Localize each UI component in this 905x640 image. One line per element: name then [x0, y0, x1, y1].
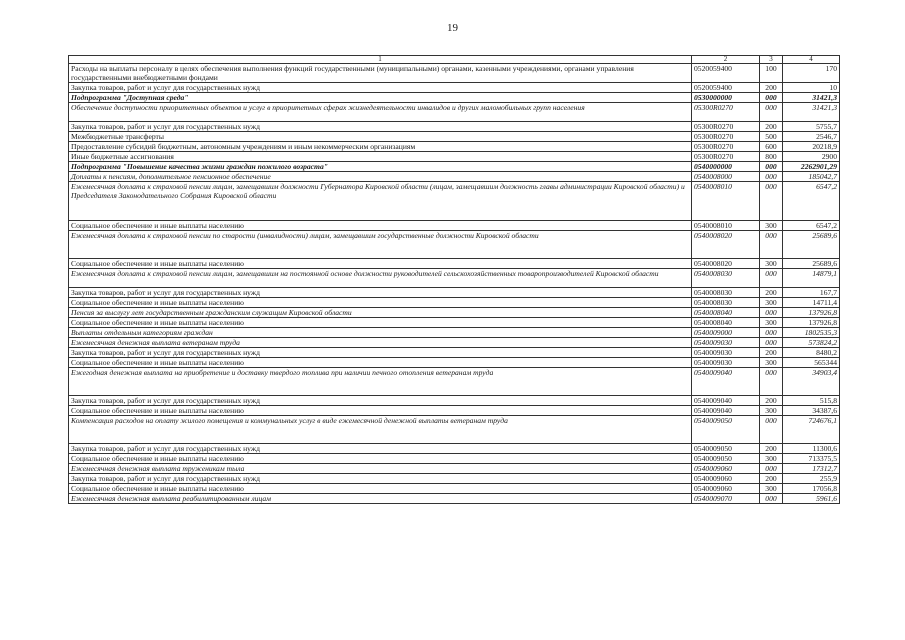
- table-row: [69, 358, 840, 368]
- table-row: [69, 308, 840, 318]
- table-row: [69, 484, 840, 494]
- expense-type-cell: 000: [760, 172, 783, 182]
- expense-name-cell: Подпрограмма "Повышение качества жизни граждан пожилого возраста": [69, 162, 692, 172]
- amount-cell: 170: [783, 64, 840, 83]
- expense-name-cell: Закупка товаров, работ и услуг для государственных нужд: [69, 348, 692, 358]
- column-number-2: 2: [692, 56, 760, 64]
- amount-cell: 724676,1: [783, 416, 840, 444]
- target-code-cell: 0520059400: [692, 83, 760, 93]
- table-row: [69, 474, 840, 484]
- table-row: [69, 83, 840, 93]
- table-row: [69, 288, 840, 298]
- amount-cell: 515,8: [783, 396, 840, 406]
- target-code-cell: 0540000000: [692, 162, 760, 172]
- target-code-cell: 05300R0270: [692, 142, 760, 152]
- target-code-cell: 0540008030: [692, 269, 760, 288]
- amount-cell: 255,9: [783, 474, 840, 484]
- target-code-cell: 05300R0270: [692, 103, 760, 122]
- target-code-cell: 0540009030: [692, 338, 760, 348]
- amount-cell: 34903,4: [783, 368, 840, 396]
- expense-type-cell: 000: [760, 103, 783, 122]
- page-number: 19: [447, 22, 458, 34]
- expense-name-cell: Закупка товаров, работ и услуг для государственных нужд: [69, 444, 692, 454]
- expense-type-cell: 300: [760, 454, 783, 464]
- table-row: [69, 444, 840, 454]
- amount-cell: 17312,7: [783, 464, 840, 474]
- target-code-cell: 0540009070: [692, 494, 760, 504]
- amount-cell: 14711,4: [783, 298, 840, 308]
- expense-name-cell: Социальное обеспечение и иные выплаты населению: [69, 406, 692, 416]
- expense-type-cell: 800: [760, 152, 783, 162]
- expense-name-cell: Социальное обеспечение и иные выплаты населению: [69, 318, 692, 328]
- target-code-cell: 0540009060: [692, 484, 760, 494]
- amount-cell: 713375,5: [783, 454, 840, 464]
- expense-type-cell: 000: [760, 162, 783, 172]
- target-code-cell: 0540009050: [692, 416, 760, 444]
- expense-type-cell: 000: [760, 93, 783, 103]
- target-code-cell: 0540008000: [692, 172, 760, 182]
- expense-type-cell: 300: [760, 318, 783, 328]
- target-code-cell: 05300R0270: [692, 122, 760, 132]
- amount-cell: 6547,2: [783, 182, 840, 221]
- expense-type-cell: 000: [760, 368, 783, 396]
- expense-type-cell: 200: [760, 288, 783, 298]
- expense-name-cell: Закупка товаров, работ и услуг для государственных нужд: [69, 474, 692, 484]
- amount-cell: 573824,2: [783, 338, 840, 348]
- expense-type-cell: 300: [760, 259, 783, 269]
- expense-name-cell: Социальное обеспечение и иные выплаты населению: [69, 298, 692, 308]
- table-row: [69, 269, 840, 288]
- expense-type-cell: 000: [760, 494, 783, 504]
- table-row: [69, 368, 840, 396]
- amount-cell: 2262901,29: [783, 162, 840, 172]
- expense-name-cell: Социальное обеспечение и иные выплаты населению: [69, 484, 692, 494]
- table-row: [69, 142, 840, 152]
- table-row: [69, 338, 840, 348]
- expense-type-cell: 000: [760, 338, 783, 348]
- table-row: [69, 494, 840, 504]
- expense-name-cell: Закупка товаров, работ и услуг для государственных нужд: [69, 122, 692, 132]
- expense-name-cell: Доплаты к пенсиям, дополнительное пенсионное обеспечение: [69, 172, 692, 182]
- expense-name-cell: Социальное обеспечение и иные выплаты населению: [69, 221, 692, 231]
- expense-name-cell: Обеспечение доступности приоритетных объектов и услуг в приоритетных сферах жизнедеятельности инвалидов и других маломобильных групп населения: [69, 103, 692, 122]
- expense-name-cell: Выплаты отдельным категориям граждан: [69, 328, 692, 338]
- expense-type-cell: 000: [760, 328, 783, 338]
- expense-name-cell: Ежемесячная доплата к страховой пенсии лицам, замещавшим на постоянной основе должности руководителей сельскохозяйственных товаропроизводителей Кировской области: [69, 269, 692, 288]
- target-code-cell: 0530000000: [692, 93, 760, 103]
- table-row: [69, 221, 840, 231]
- expense-name-cell: Социальное обеспечение и иные выплаты населению: [69, 358, 692, 368]
- budget-table: [68, 55, 840, 504]
- expense-type-cell: 000: [760, 464, 783, 474]
- amount-cell: 1802535,3: [783, 328, 840, 338]
- table-row: [69, 406, 840, 416]
- table-row: [69, 416, 840, 444]
- expense-name-cell: Ежемесячная доплата к страховой пенсии по старости (инвалидности) лицам, замещавшим государственные должности Кировской области: [69, 231, 692, 259]
- target-code-cell: 0540008040: [692, 308, 760, 318]
- expense-name-cell: Ежемесячная денежная выплата труженикам тыла: [69, 464, 692, 474]
- column-number-4: 4: [783, 56, 840, 64]
- expense-type-cell: 200: [760, 474, 783, 484]
- column-number-1: 1: [69, 56, 692, 64]
- target-code-cell: 05300R0270: [692, 152, 760, 162]
- table-row: [69, 64, 840, 83]
- expense-name-cell: Пенсия за выслугу лет государственным гражданским служащим Кировской области: [69, 308, 692, 318]
- target-code-cell: 0540008030: [692, 288, 760, 298]
- expense-name-cell: Иные бюджетные ассигнования: [69, 152, 692, 162]
- amount-cell: 6547,2: [783, 221, 840, 231]
- amount-cell: 10: [783, 83, 840, 93]
- amount-cell: 137926,8: [783, 318, 840, 328]
- target-code-cell: 0540009030: [692, 358, 760, 368]
- table-row: [69, 93, 840, 103]
- expense-name-cell: Закупка товаров, работ и услуг для государственных нужд: [69, 83, 692, 93]
- expense-name-cell: Компенсация расходов на оплату жилого помещения и коммунальных услуг в виде ежемесячной денежной выплаты ветеранам труда: [69, 416, 692, 444]
- expense-name-cell: Предоставление субсидий бюджетным, автономным учреждениям и иным некоммерческим организациям: [69, 142, 692, 152]
- expense-type-cell: 000: [760, 416, 783, 444]
- amount-cell: 25689,6: [783, 259, 840, 269]
- expense-name-cell: Ежегодная денежная выплата на приобретение и доставку твердого топлива при наличии печного отопления ветеранам труда: [69, 368, 692, 396]
- expense-type-cell: 300: [760, 298, 783, 308]
- table-row: [69, 132, 840, 142]
- amount-cell: 31421,3: [783, 93, 840, 103]
- amount-cell: 31421,3: [783, 103, 840, 122]
- amount-cell: 2546,7: [783, 132, 840, 142]
- expense-name-cell: Закупка товаров, работ и услуг для государственных нужд: [69, 288, 692, 298]
- expense-type-cell: 200: [760, 396, 783, 406]
- expense-name-cell: Ежемесячная денежная выплата реабилитированным лицам: [69, 494, 692, 504]
- table-row: [69, 172, 840, 182]
- expense-type-cell: 600: [760, 142, 783, 152]
- column-number-3: 3: [760, 56, 783, 64]
- table-row: [69, 182, 840, 221]
- target-code-cell: 0540009060: [692, 474, 760, 484]
- expense-name-cell: Социальное обеспечение и иные выплаты населению: [69, 454, 692, 464]
- amount-cell: 137926,8: [783, 308, 840, 318]
- amount-cell: 5755,7: [783, 122, 840, 132]
- expense-type-cell: 300: [760, 221, 783, 231]
- table-row: [69, 328, 840, 338]
- amount-cell: 167,7: [783, 288, 840, 298]
- amount-cell: 20218,9: [783, 142, 840, 152]
- expense-type-cell: 200: [760, 348, 783, 358]
- expense-name-cell: Межбюджетные трансферты: [69, 132, 692, 142]
- amount-cell: 8480,2: [783, 348, 840, 358]
- header-row: [69, 56, 840, 64]
- expense-type-cell: 000: [760, 269, 783, 288]
- expense-name-cell: Закупка товаров, работ и услуг для государственных нужд: [69, 396, 692, 406]
- target-code-cell: 0540008010: [692, 221, 760, 231]
- table-row: [69, 348, 840, 358]
- target-code-cell: 0540009040: [692, 406, 760, 416]
- target-code-cell: 0540009040: [692, 368, 760, 396]
- expense-type-cell: 200: [760, 444, 783, 454]
- table-row: [69, 162, 840, 172]
- table-row: [69, 396, 840, 406]
- expense-type-cell: 200: [760, 83, 783, 93]
- table-row: [69, 231, 840, 259]
- expense-name-cell: Социальное обеспечение и иные выплаты населению: [69, 259, 692, 269]
- expense-type-cell: 100: [760, 64, 783, 83]
- amount-cell: 17056,8: [783, 484, 840, 494]
- amount-cell: 34387,6: [783, 406, 840, 416]
- amount-cell: 185042,7: [783, 172, 840, 182]
- table-row: [69, 454, 840, 464]
- amount-cell: 565344: [783, 358, 840, 368]
- expense-name-cell: Ежемесячная денежная выплата ветеранам труда: [69, 338, 692, 348]
- expense-type-cell: 300: [760, 406, 783, 416]
- expense-type-cell: 000: [760, 231, 783, 259]
- expense-name-cell: Подпрограмма "Доступная среда": [69, 93, 692, 103]
- amount-cell: 11300,6: [783, 444, 840, 454]
- target-code-cell: 0540008010: [692, 182, 760, 221]
- amount-cell: 5961,6: [783, 494, 840, 504]
- table-row: [69, 122, 840, 132]
- target-code-cell: 0540008040: [692, 318, 760, 328]
- target-code-cell: 0540009040: [692, 396, 760, 406]
- table-row: [69, 298, 840, 308]
- amount-cell: 2900: [783, 152, 840, 162]
- expense-type-cell: 200: [760, 122, 783, 132]
- expense-type-cell: 000: [760, 182, 783, 221]
- amount-cell: 25689,6: [783, 231, 840, 259]
- target-code-cell: 0540009050: [692, 444, 760, 454]
- expense-type-cell: 300: [760, 358, 783, 368]
- table-row: [69, 318, 840, 328]
- amount-cell: 14879,1: [783, 269, 840, 288]
- target-code-cell: 0540008030: [692, 298, 760, 308]
- target-code-cell: 05300R0270: [692, 132, 760, 142]
- target-code-cell: 0540009060: [692, 464, 760, 474]
- expense-type-cell: 000: [760, 308, 783, 318]
- table-row: [69, 152, 840, 162]
- expense-name-cell: Ежемесячная доплата к страховой пенсии лицам, замещавшим должности Губернатора Кировской области (лицам, замещавшим должность главы администрации Кировской области) и Председателя Законодательного Собрания Кировской области: [69, 182, 692, 221]
- target-code-cell: 0540009000: [692, 328, 760, 338]
- expense-name-cell: Расходы на выплаты персоналу в целях обеспечения выполнения функций государственными (муниципальными) органами, казенными учреждениями, органами управления государственными внебюджетными фондами: [69, 64, 692, 83]
- table-row: [69, 259, 840, 269]
- table-row: [69, 464, 840, 474]
- expense-type-cell: 500: [760, 132, 783, 142]
- expense-type-cell: 300: [760, 484, 783, 494]
- target-code-cell: 0540008020: [692, 259, 760, 269]
- target-code-cell: 0520059400: [692, 64, 760, 83]
- table-row: [69, 103, 840, 122]
- target-code-cell: 0540008020: [692, 231, 760, 259]
- target-code-cell: 0540009050: [692, 454, 760, 464]
- target-code-cell: 0540009030: [692, 348, 760, 358]
